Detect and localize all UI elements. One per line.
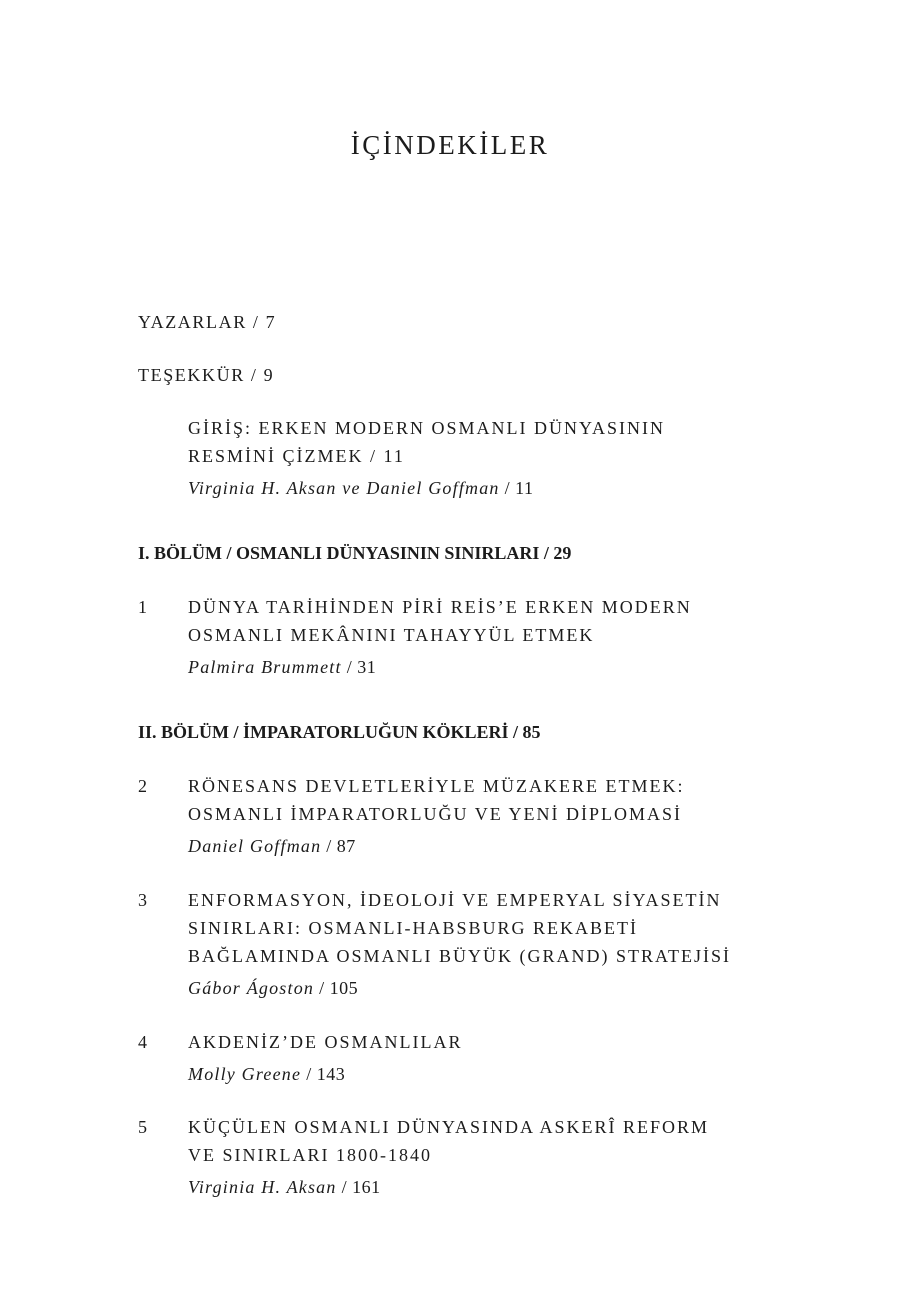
giris-author — [188, 474, 778, 502]
chapter-number: 2 — [138, 776, 147, 796]
giris-title-line-1: GİRİŞ: ERKEN MODERN OSMANLI DÜNYASININ — [188, 418, 666, 438]
toc-item-tesekkur[interactable]: TEŞEKKÜR / 9 — [138, 365, 275, 385]
chapter-page: / 87 — [321, 836, 356, 856]
chapter-title-line-2: OSMANLI İMPARATORLUĞU VE YENİ DİPLOMASİ — [188, 804, 683, 824]
giris-author-name: Virginia H. Aksan ve Daniel Goffman — [188, 478, 500, 498]
chapter-number: 5 — [138, 1117, 147, 1137]
chapter-author — [188, 832, 778, 860]
page-title: İÇİNDEKİLER — [350, 130, 550, 161]
giris-page: / 11 — [499, 478, 534, 498]
chapter-author — [188, 1173, 778, 1201]
chapter-title-line-1: RÖNESANS DEVLETLERİYLE MÜZAKERE ETMEK: — [188, 776, 685, 796]
chapter-author-name: Palmira Brummett — [188, 657, 342, 677]
part-heading-1[interactable]: I. BÖLÜM / OSMANLI DÜNYASININ SINIRLARI / 29 — [138, 543, 572, 563]
toc-item-yazarlar[interactable]: YAZARLAR / 7 — [138, 312, 277, 332]
chapter-number: 1 — [138, 597, 147, 617]
giris-title-line-2: RESMİNİ ÇİZMEK / 11 — [188, 446, 405, 466]
chapter-author-name: Daniel Goffman — [188, 836, 322, 856]
toc-item-chapter-1[interactable] — [138, 593, 778, 681]
chapter-title-line-3: BAĞLAMINDA OSMANLI BÜYÜK (GRAND) STRATEJİSİ — [188, 946, 732, 966]
part-heading-2[interactable]: II. BÖLÜM / İMPARATORLUĞUN KÖKLERİ / 85 — [138, 722, 541, 742]
chapter-title-line-1: DÜNYA TARİHİNDEN PİRİ REİS’E ERKEN MODERN — [188, 597, 692, 617]
toc-item-chapter-2[interactable] — [138, 772, 778, 860]
chapter-author — [188, 974, 778, 1002]
chapter-title-line-2: OSMANLI MEKÂNINI TAHAYYÜL ETMEK — [188, 625, 595, 645]
chapter-page: / 161 — [336, 1177, 381, 1197]
chapter-page: / 143 — [301, 1064, 346, 1084]
toc-item-chapter-4[interactable] — [138, 1028, 778, 1088]
chapter-title-line-1: ENFORMASYON, İDEOLOJİ VE EMPERYAL SİYASETİN — [188, 890, 722, 910]
chapter-title-line-2: SINIRLARI: OSMANLI-HABSBURG REKABETİ — [188, 918, 639, 938]
toc-item-giris[interactable] — [138, 414, 778, 502]
chapter-number: 4 — [138, 1032, 147, 1052]
chapter-page: / 31 — [341, 657, 377, 677]
chapter-author-name: Virginia H. Aksan — [188, 1177, 337, 1197]
chapter-page: / 105 — [314, 978, 359, 998]
chapter-author — [188, 653, 778, 681]
toc-item-chapter-3[interactable] — [138, 886, 778, 1002]
chapter-number: 3 — [138, 890, 147, 910]
toc-item-chapter-5[interactable] — [138, 1113, 778, 1201]
chapter-title-line-1: AKDENİZ’DE OSMANLILAR — [188, 1032, 463, 1052]
chapter-author-name: Gábor Ágoston — [188, 978, 315, 998]
chapter-title-line-1: KÜÇÜLEN OSMANLI DÜNYASINDA ASKERÎ REFORM — [188, 1117, 710, 1137]
chapter-author — [188, 1060, 778, 1088]
chapter-author-name: Molly Greene — [188, 1064, 302, 1084]
chapter-title-line-2: VE SINIRLARI 1800-1840 — [188, 1145, 432, 1165]
